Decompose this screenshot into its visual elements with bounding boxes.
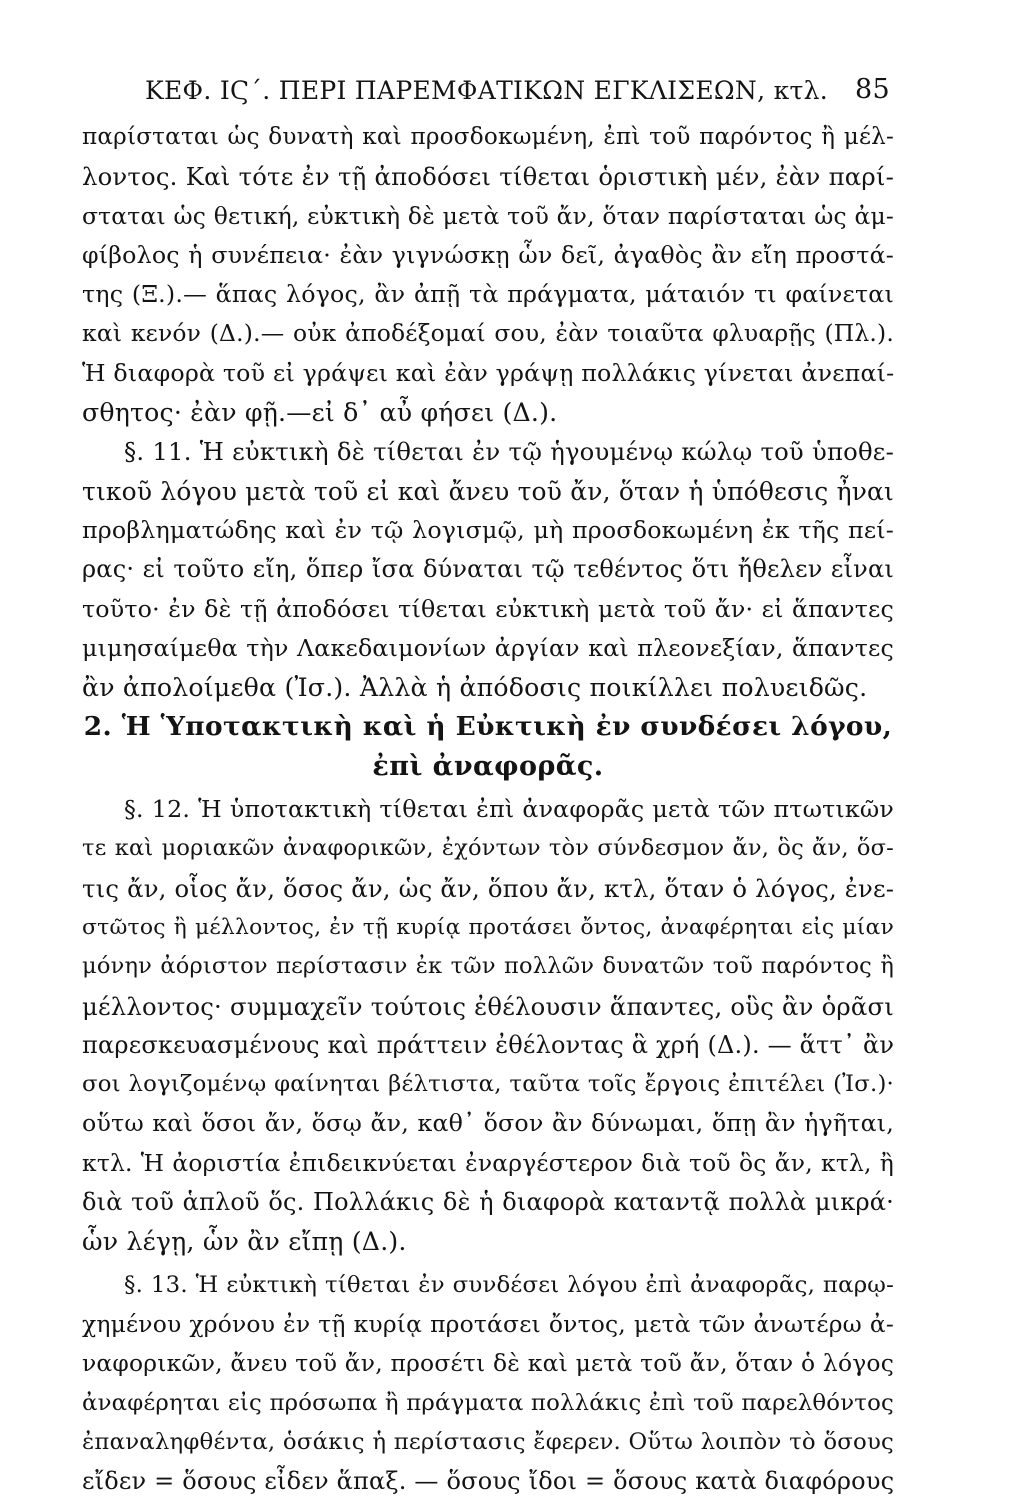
text-line: μέλλοντος· συμμαχεῖν τούτοις ἐθέλουσιν ἅπαντες, οὓς ἂν ὁρᾶσι — [82, 991, 894, 1021]
text-line: οὕτω καὶ ὅσοι ἄν, ὅσῳ ἄν, καθ᾽ ὅσον ἂν δύνωμαι, ὅπῃ ἂν ἡγῆται, — [82, 1109, 894, 1138]
text-line: ρας· εἰ τοῦτο εἴη, ὅπερ ἴσα δύναται τῷ τεθέντος ὅτι ἤθελεν εἶναι — [82, 555, 894, 584]
text-line: ἂν ἀπολοίμεθα (Ἰσ.). Ἀλλὰ ἡ ἀπόδοσις ποικίλλει πολυειδῶς. — [82, 673, 868, 703]
text-line: σοι λογιζομένῳ φαίνηται βέλτιστα, ταῦτα τοῖς ἔργοις ἐπιτέλει (Ἰσ.)· — [82, 1071, 894, 1098]
text-line: ὧν λέγῃ, ὧν ἂν εἴπῃ (Δ.). — [82, 1227, 407, 1257]
text-line: ἐπαναληφθέντα, ὁσάκις ἡ περίστασις ἔφερεν. Οὕτω λοιπὸν τὸ ὅσους — [82, 1428, 894, 1455]
text-line: ἀναφέρηται εἰς πρόσωπα ἢ πράγματα πολλάκις ἐπὶ τοῦ παρελθόντος — [82, 1389, 894, 1416]
text-line: χημένου χρόνου ἐν τῇ κυρίᾳ προτάσει ὄντος, μετὰ τῶν ἀνωτέρω ἀ- — [82, 1309, 894, 1338]
text-line: παρεσκευασμένους καὶ πράττειν ἐθέλοντας ἃ χρή (Δ.). — ἅττ᾽ ἂν — [82, 1030, 894, 1059]
text-line: σταται ὡς θετική, εὐκτικὴ δὲ μετὰ τοῦ ἄν, ὅταν παρίσταται ὡς ἀμ- — [82, 201, 894, 230]
page-number: 85 — [855, 74, 890, 105]
text-line: τις ἄν, οἷος ἄν, ὅσος ἄν, ὡς ἄν, ὅπου ἄν, κτλ, ὅταν ὁ λόγος, ἐνε- — [82, 873, 894, 903]
text-line: τικοῦ λόγου μετὰ τοῦ εἰ καὶ ἄνευ τοῦ ἄν, ὅταν ἡ ὑπόθεσις ἦναι — [82, 476, 894, 506]
text-line: εἴδεν = ὅσους εἶδεν ἅπαξ. — ὅσους ἴδοι = ὅσους κατὰ διαφόρους — [82, 1467, 894, 1496]
page-header — [145, 70, 890, 110]
text-line: φίβολος ἡ συνέπεια· ἐὰν γιγνώσκῃ ὧν δεῖ, ἀγαθὸς ἂν εἴη προστά- — [82, 240, 894, 269]
text-line: παρίσταται ὡς δυνατὴ καὶ προσδοκωμένη, ἐπὶ τοῦ παρόντος ἢ μέλ- — [82, 124, 894, 150]
section-11-start: §. 11. Ἡ εὐκτικὴ δὲ τίθεται ἐν τῷ ἡγουμένῳ κώλῳ τοῦ ὑποθε- — [124, 437, 894, 467]
section-12-start: §. 12. Ἡ ὑποτακτικὴ τίθεται ἐπὶ ἀναφορᾶς μετὰ τῶν πτωτικῶν — [124, 795, 894, 824]
text-line: στῶτος ἢ μέλλοντος, ἐν τῇ κυρίᾳ προτάσει ὄντος, ἀναφέρηται εἰς μίαν — [82, 914, 894, 940]
running-head: ΚΕΦ. ΙϚ΄. ΠΕΡΙ ΠΑΡΕΜΦΑΤΙΚΩΝ ΕΓΚΛΙΣΕΩΝ, κτλ. — [145, 76, 829, 105]
text-line: λοντος. Καὶ τότε ἐν τῇ ἀποδόσει τίθεται ὁριστικὴ μέν, ἐὰν παρί- — [82, 162, 894, 192]
text-line: καὶ κενόν (Δ.).— οὐκ ἀποδέξομαί σου, ἐὰν τοιαῦτα φλυαρῇς (Πλ.). — [82, 319, 894, 348]
text-line: τοῦτο· ἐν δὲ τῇ ἀποδόσει τίθεται εὐκτικὴ μετὰ τοῦ ἄν· εἰ ἅπαντες — [82, 594, 894, 623]
body-text — [82, 118, 894, 1501]
text-line: προβληματώδης καὶ ἐν τῷ λογισμῷ, μὴ προσδοκωμένη ἐκ τῆς πεί- — [82, 515, 894, 544]
text-line: σθητος· ἐὰν φῇ.—εἰ δ᾽ αὖ φήσει (Δ.). — [82, 398, 558, 428]
text-line: τε καὶ μοριακῶν ἀναφορικῶν, ἐχόντων τὸν σύνδεσμον ἄν, ὃς ἄν, ὅσ- — [82, 835, 894, 862]
section-heading-continued: ἐπὶ ἀναφορᾶς. — [372, 750, 604, 782]
text-line: Ἡ διαφορὰ τοῦ εἰ γράψει καὶ ἐὰν γράψῃ πολλάκις γίνεται ἀνεπαί- — [82, 358, 894, 387]
section-13-start: §. 13. Ἡ εὐκτικὴ τίθεται ἐν συνδέσει λόγου ἐπὶ ἀναφορᾶς, παρῳ- — [124, 1271, 894, 1298]
text-line: μόνην ἀόριστον περίστασιν ἐκ τῶν πολλῶν δυνατῶν τοῦ παρόντος ἢ — [82, 953, 894, 980]
section-heading: 2. Ἡ Ὑποτακτικὴ καὶ ἡ Εὐκτικὴ ἐν συνδέσει λόγου, — [83, 711, 893, 743]
text-line: διὰ τοῦ ἁπλοῦ ὅς. Πολλάκις δὲ ἡ διαφορὰ καταντᾷ πολλὰ μικρά· — [82, 1188, 894, 1217]
text-line: κτλ. Ἡ ἀοριστία ἐπιδεικνύεται ἐναργέστερον διὰ τοῦ ὃς ἄν, κτλ, ἢ — [82, 1148, 894, 1177]
text-line: μιμησαίμεθα τὴν Λακεδαιμονίων ἀργίαν καὶ πλεονεξίαν, ἅπαντες — [82, 633, 894, 662]
text-line: ναφορικῶν, ἄνευ τοῦ ἄν, προσέτι δὲ καὶ μετὰ τοῦ ἄν, ὅταν ὁ λόγος — [82, 1349, 894, 1378]
text-line: της (Ξ.).— ἅπας λόγος, ἂν ἀπῇ τὰ πράγματα, μάταιόν τι φαίνεται — [82, 280, 894, 309]
